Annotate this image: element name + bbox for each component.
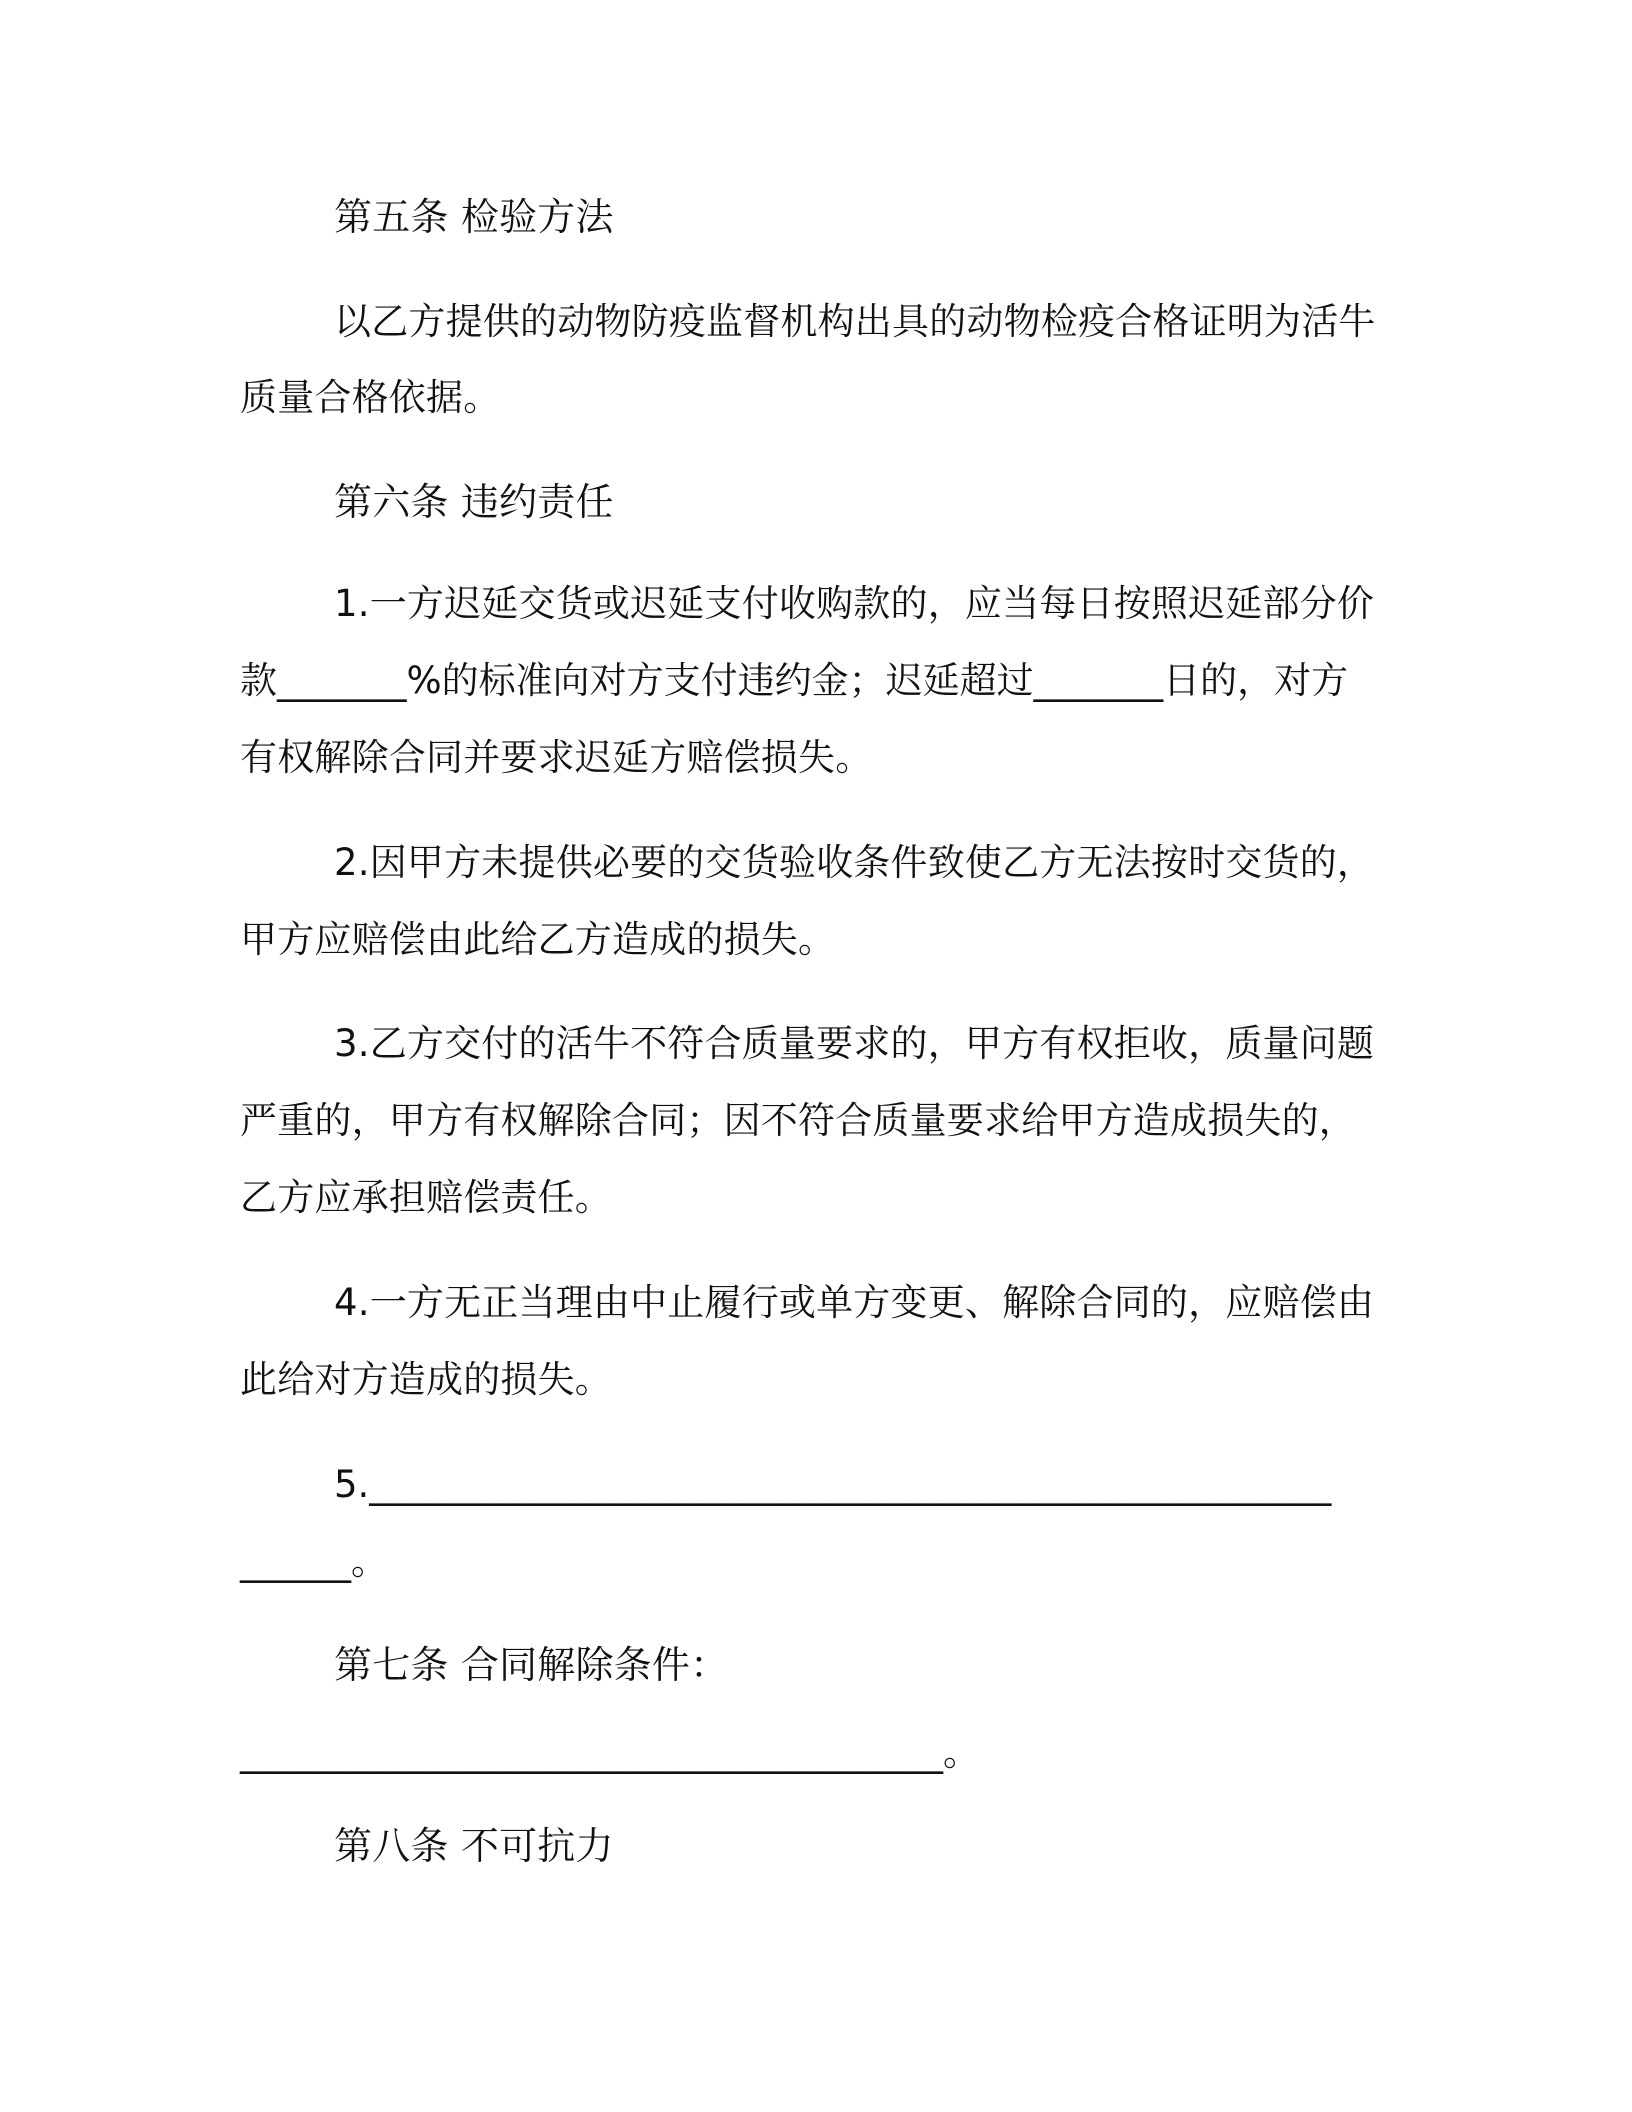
article-6-item-3-line-2: 严重的，甲方有权解除合同；因不符合质量要求给甲方造成损失的，	[240, 1099, 1356, 1142]
article-6-item-1-line-3: 有权解除合同并要求迟延方赔偿损失。	[240, 736, 873, 779]
article-5-heading: 第五条 检验方法	[334, 195, 614, 239]
article-6-heading: 第六条 违约责任	[334, 480, 614, 524]
article-8-heading: 第八条 不可抗力	[334, 1824, 614, 1868]
article-7-blank-line: ______________________________________。	[240, 1731, 980, 1774]
article-6-item-2-line-1: 2.因甲方未提供必要的交货验收条件致使乙方无法按时交货的，	[334, 841, 1375, 884]
article-6-item-3-line-3: 乙方应承担赔偿责任。	[240, 1176, 612, 1219]
article-6-item-5-line-1: 5.____________________________________________________	[334, 1463, 1332, 1506]
article-7-heading: 第七条 合同解除条件：	[334, 1643, 729, 1687]
article-6-item-3-line-1: 3.乙方交付的活牛不符合质量要求的，甲方有权拒收，质量问题	[334, 1022, 1375, 1065]
article-6-item-1-line-1: 1.一方迟延交货或迟延支付收购款的，应当每日按照迟延部分价	[334, 582, 1375, 625]
article-6-item-4-line-1: 4.一方无正当理由中止履行或单方变更、解除合同的，应赔偿由	[334, 1281, 1375, 1324]
article-6-item-4-line-2: 此给对方造成的损失。	[240, 1358, 612, 1401]
article-6-item-2-line-2: 甲方应赔偿由此给乙方造成的损失。	[240, 918, 836, 961]
article-6-item-5-line-2: ______。	[240, 1540, 388, 1583]
article-6-item-1-line-2: 款_______%的标准向对方支付违约金；迟延超过_______日的，对方	[240, 659, 1349, 702]
article-5-text-line-1: 以乙方提供的动物防疫监督机构出具的动物检疫合格证明为活牛	[334, 300, 1376, 343]
article-5-text-line-2: 质量合格依据。	[240, 376, 501, 419]
